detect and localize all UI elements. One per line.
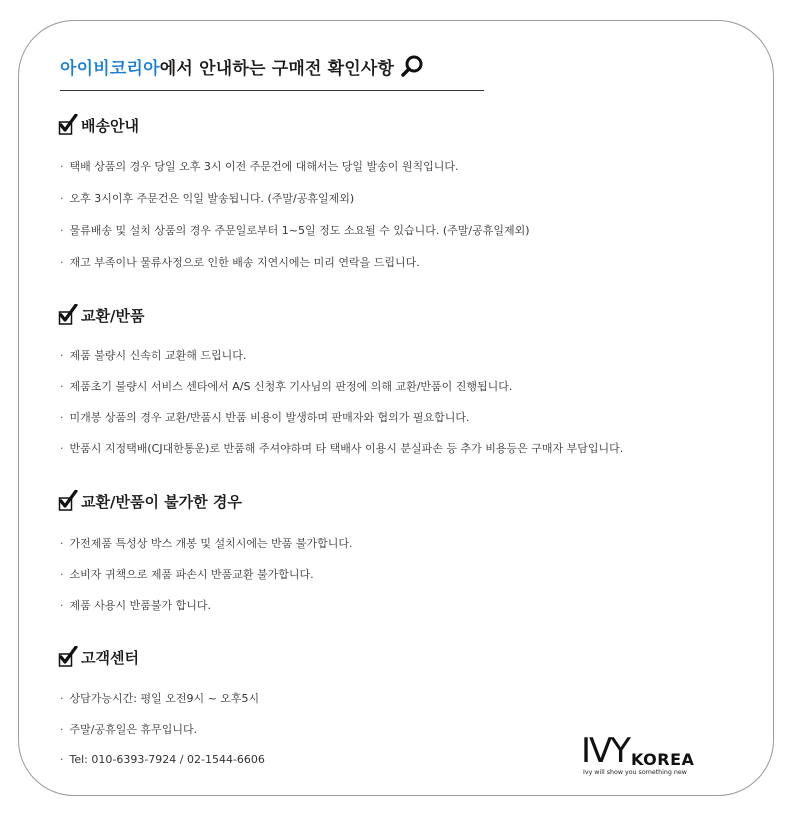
list-item-text: 택배 상품의 경우 당일 오후 3시 이전 주문건에 대해서는 당일 발송이 원칙입니다. (69, 160, 459, 173)
magnifier-icon (400, 55, 424, 82)
list-item (60, 158, 459, 174)
checkbox-check-icon (58, 304, 78, 326)
bullet: · (60, 599, 64, 612)
list-item-text: 소비자 귀책으로 제품 파손시 반품교환 불가합니다. (69, 568, 314, 581)
section-heading-shipping (58, 114, 139, 136)
bullet: · (60, 442, 64, 455)
section-heading-customer-center (58, 646, 139, 668)
section-heading-label: 배송안내 (81, 117, 139, 135)
section-heading-label: 고객센터 (81, 649, 139, 667)
section-heading-no-return (58, 490, 242, 512)
list-item-text: 미개봉 상품의 경우 교환/반품시 반품 비용이 발생하며 판매자와 협의가 필요합니다. (69, 411, 470, 424)
bullet: · (60, 224, 64, 237)
list-item (60, 440, 623, 456)
bullet: · (60, 380, 64, 393)
bullet: · (60, 160, 64, 173)
bullet: · (60, 723, 64, 736)
title-brand: 아이비코리아 (60, 59, 160, 79)
section-heading-label: 교환/반품 (81, 307, 145, 325)
list-item-text: 가전제품 특성상 박스 개봉 및 설치시에는 반품 불가합니다. (69, 537, 353, 550)
bullet: · (60, 256, 64, 269)
bullet: · (60, 568, 64, 581)
bullet: · (60, 753, 64, 766)
list-item-text: 재고 부족이나 물류사정으로 인한 배송 지연시에는 미리 연락을 드립니다. (69, 256, 420, 269)
list-item (60, 254, 420, 270)
logo-mark: IVY (581, 731, 630, 771)
list-item (60, 566, 314, 582)
bullet: · (60, 537, 64, 550)
list-item (60, 190, 354, 206)
title-underline (60, 90, 484, 91)
section-heading-label: 교환/반품이 불가한 경우 (81, 493, 242, 511)
logo-word: KOREA (631, 750, 695, 769)
list-item-text: 주말/공휴일은 휴무입니다. (69, 723, 198, 736)
list-item-text: 상담가능시간: 평일 오전9시 ~ 오후5시 (69, 692, 260, 705)
list-item-text: 반품시 지정택배(CJ대한통운)로 반품해 주셔야하며 타 택배사 이용시 분실파손 등 추가 비용등은 구매자 부담입니다. (69, 442, 624, 455)
bullet: · (60, 411, 64, 424)
list-item (60, 721, 197, 737)
list-item-text: 제품초기 불량시 서비스 센타에서 A/S 신청후 기사님의 판정에 의해 교환/반품이 진행됩니다. (69, 380, 513, 393)
list-item (60, 409, 469, 425)
list-item-text: 물류배송 및 설치 상품의 경우 주문일로부터 1~5일 정도 소요될 수 있습니다. (주말/공휴일제외) (69, 224, 530, 237)
section-heading-exchange (58, 304, 144, 326)
notice-card (18, 20, 774, 796)
list-item (60, 597, 211, 613)
checkbox-check-icon (58, 490, 78, 512)
list-item (60, 690, 259, 706)
list-item (60, 535, 353, 551)
title-text: 에서 안내하는 구매전 확인사항 (159, 59, 395, 79)
list-item (60, 347, 246, 363)
checkbox-check-icon (58, 646, 78, 668)
bullet: · (60, 192, 64, 205)
list-item-text: 오후 3시이후 주문건은 익일 발송됩니다. (주말/공휴일제외) (69, 192, 355, 205)
page-title (60, 54, 424, 82)
checkbox-check-icon (58, 114, 78, 136)
bullet: · (60, 692, 64, 705)
bullet: · (60, 349, 64, 362)
list-item-text: 제품 불량시 신속히 교환해 드립니다. (69, 349, 247, 362)
list-item-text: Tel: 010-6393-7924 / 02-1544-6606 (69, 753, 265, 766)
list-item-text: 제품 사용시 반품불가 합니다. (69, 599, 211, 612)
list-item (60, 378, 512, 394)
list-item (60, 753, 265, 766)
ivy-korea-logo (581, 731, 731, 780)
list-item (60, 222, 530, 238)
logo-tagline: Ivy will show you something new (583, 769, 687, 776)
